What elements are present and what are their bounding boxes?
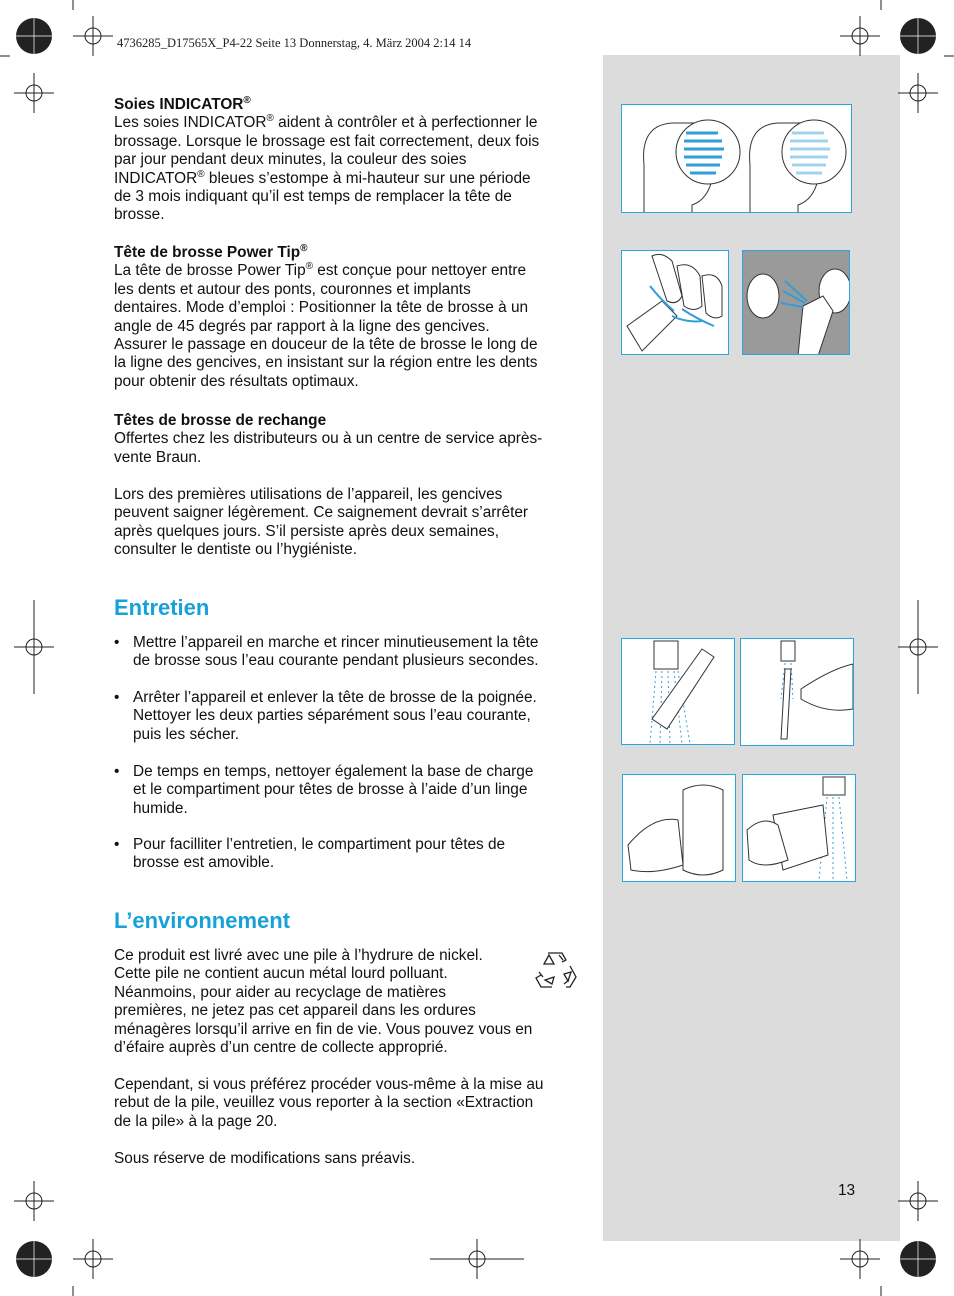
indicator-line: de 3 mois indiquant qu’il est temps de remplacer la tête de [114, 188, 512, 206]
bullet-line: humide. [133, 799, 188, 817]
bullet-line: et le compartiment pour têtes de brosse à l’aide d’un linge [133, 781, 528, 799]
bullet-dot: • [114, 634, 120, 651]
env-line: Néanmoins, pour aider au recyclage de matières [114, 983, 446, 1001]
indicator-line: brossage. Lorsque le brossage est fait correctement, deux fois [114, 132, 540, 150]
bullet-dot: • [114, 763, 120, 780]
rechange-line: Offertes chez les distributeurs ou à un centre de service après- [114, 430, 543, 448]
bullet-line: De temps en temps, nettoyer également la base de charge [133, 763, 534, 780]
bullet-line: puis les sécher. [133, 725, 240, 743]
env-line: Sous réserve de modifications sans préavis. [114, 1150, 416, 1167]
indicator-line: Les soies INDICATOR [114, 114, 267, 132]
powertip-line: angle de 45 degrés par rapport à la ligne des gencives. [114, 317, 490, 335]
env-line: Ce produit est livré avec une pile à l’hydrure de nickel. [114, 947, 483, 964]
bullet-line: Pour facilliter l’entretien, le compartiment pour têtes de [133, 836, 506, 853]
print-header: 4736285_D17565X_P4-22 Seite 13 Donnerstag, 4. März 2004 2:14 14 [117, 36, 472, 50]
rechange-title: Têtes de brosse de rechange [114, 412, 327, 429]
bullet-line: brosse est amovible. [133, 854, 275, 872]
env-line: d’éfaire auprès d’un centre de collecte approprié. [114, 1039, 448, 1057]
powertip-line: les dents et autour des ponts, couronnes et implants [114, 280, 471, 298]
bullet-dot: • [114, 836, 120, 853]
entretien-heading: Entretien [114, 595, 210, 620]
registered-mark: ® [305, 261, 314, 273]
powertip-line: La tête de brosse Power Tip [114, 262, 306, 280]
powertip-line: pour obtenir des résultats optimaux. [114, 372, 359, 390]
bullet-dot: • [114, 689, 120, 706]
env-line: ménagères lorsqu’il arrive en fin de vie. Vous pouvez vous en [114, 1020, 533, 1038]
gencives-line: Lors des premières utilisations de l’appareil, les gencives [114, 486, 503, 503]
registered-mark: ® [300, 242, 308, 254]
indicator-title: Soies INDICATOR [114, 96, 244, 113]
bullet-line: Mettre l’appareil en marche et rincer minutieusement la tête [133, 634, 539, 651]
page-number: 13 [838, 1182, 856, 1199]
powertip-line: la ligne des gencives, en insistant sur la région entre les dents [114, 354, 538, 372]
powertip-line: Assurer le passage en douceur de la tête de brosse le long de [114, 336, 538, 354]
powertip-title: Tête de brosse Power Tip [114, 244, 301, 261]
env-line: Cette pile ne contient aucun métal lourd polluant. [114, 965, 448, 983]
bullet-line: de brosse sous l’eau courante pendant plusieurs secondes. [133, 652, 539, 670]
env-line: rebut de la pile, veuillez vous reporter à la section «Extraction [114, 1094, 534, 1112]
environnement-heading: L’environnement [114, 908, 291, 933]
rechange-line: vente Braun. [114, 448, 202, 466]
indicator-line: par jour pendant deux minutes, la couleur des soies [114, 151, 467, 169]
indicator-line: INDICATOR [114, 169, 198, 187]
registered-mark: ® [197, 168, 205, 180]
indicator-line: aident à contrôler et à perfectionner le [273, 114, 538, 132]
env-line: Cependant, si vous préférez procéder vous-même à la mise au [114, 1076, 544, 1093]
powertip-line: est conçue pour nettoyer entre [313, 262, 527, 280]
gencives-line: peuvent saigner légèrement. Ce saignement devrait s’arrêter [114, 504, 529, 522]
bullet-line: Nettoyer les deux parties séparément sous l’eau courante, [133, 707, 531, 725]
gencives-line: consulter le dentiste ou l’hygiéniste. [114, 541, 357, 559]
env-line: premières, ne jetez pas cet appareil dans les ordures [114, 1002, 476, 1020]
env-line: de la pile» à la page 20. [114, 1112, 278, 1130]
registered-mark: ® [266, 113, 274, 125]
bullet-line: Arrêter l’appareil et enlever la tête de brosse de la poignée. [133, 689, 537, 706]
gencives-line: après quelques jours. S’il persiste après deux semaines, [114, 522, 499, 540]
indicator-line: brosse. [114, 206, 165, 224]
registered-mark: ® [243, 94, 251, 106]
indicator-line: bleues s’estompe à mi-hauteur sur une période [204, 169, 531, 187]
powertip-line: dentaires. Mode d’emploi : Positionner la tête de brosse à un [114, 299, 529, 317]
